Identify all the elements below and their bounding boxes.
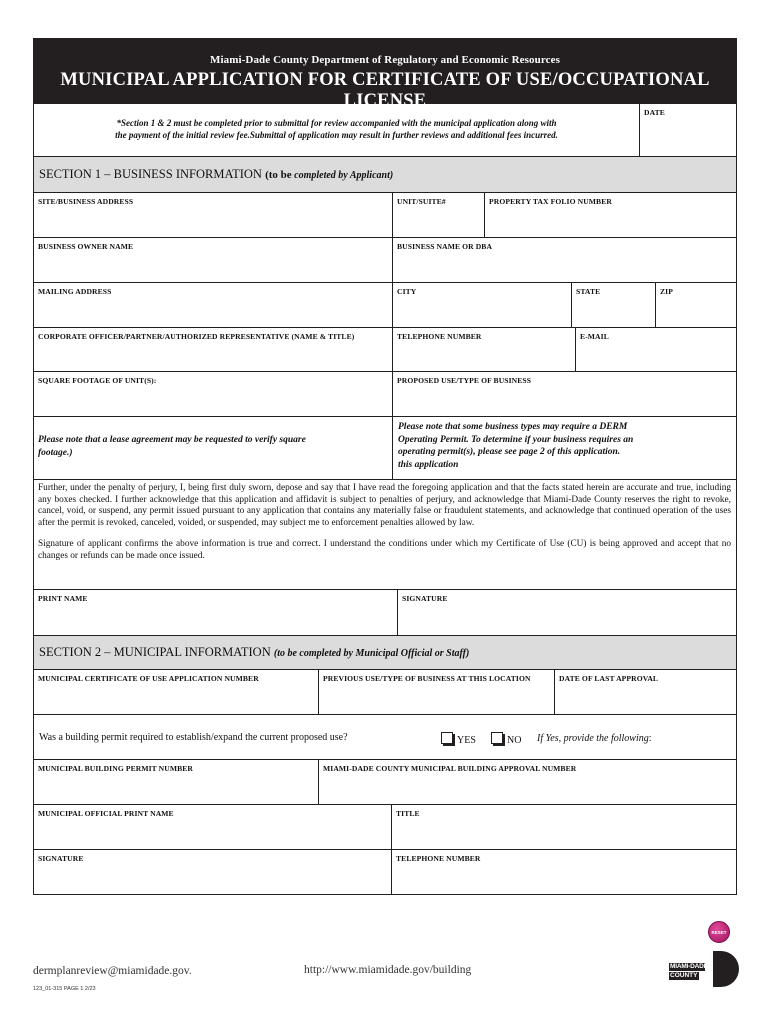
zip-label: ZIP (660, 287, 673, 296)
row-perjury (33, 480, 737, 590)
row-owner (33, 238, 737, 283)
zip-field[interactable] (655, 283, 736, 327)
email-field[interactable] (575, 328, 736, 371)
intro-note (34, 104, 639, 156)
derm-note-line-3: operating permit(s), please see page 2 of this application. (398, 447, 621, 457)
owner-name-field[interactable] (34, 238, 392, 282)
intro-row (33, 104, 737, 157)
site-address-field[interactable] (34, 193, 392, 237)
department-name: Miami-Dade County Department of Regulatory and Economic Resources (209, 54, 560, 66)
row-mailing (33, 283, 737, 328)
unit-suite-field[interactable] (392, 193, 484, 237)
if-yes-colon: : (648, 733, 652, 744)
previous-use-field[interactable] (318, 670, 554, 714)
corporate-officer-label: CORPORATE OFFICER/PARTNER/AUTHORIZED REPRESENTATIVE (NAME & TITLE) (38, 332, 355, 341)
row-cu-number (33, 670, 737, 715)
if-yes-text: If Yes, provide the following (537, 733, 649, 744)
mailing-address-label: MAILING ADDRESS (38, 287, 112, 296)
footer-url[interactable]: http://www.miamidade.gov/building (304, 964, 472, 976)
date-last-approval-field[interactable] (554, 670, 736, 714)
row-square-footage (33, 372, 737, 417)
cu-application-number-field[interactable] (34, 670, 318, 714)
derm-note-line-4: this application (398, 459, 459, 470)
row-permit-numbers (33, 760, 737, 805)
mailing-address-field[interactable] (34, 283, 392, 327)
perjury-statement: Further, under the penalty of perjury, I, being first duly sworn, depose and say that I have read the foregoing application and that the facts stated herein are accurate and true, including any boxes checked. I further acknowledge that this application and affidavit is subject to penalties of perjury, and acknowledge that Miami-Dade County reserves the right to revoke, cancel, void, or suspend, any permit issued pursuant to any application that contains any materially false or fraudulent statements, and acknowledge that continued operation of the uses after the permit is revoked, canceled, voided, or suspended, may subject me to enforcement penalties allowed by law. (38, 483, 731, 528)
square-footage-field[interactable] (34, 372, 392, 416)
row-official (33, 805, 737, 850)
corporate-officer-field[interactable] (34, 328, 392, 371)
owner-name-label: BUSINESS OWNER NAME (38, 242, 134, 251)
row-official-signature (33, 850, 737, 895)
derm-note-line-1: Please note that some business types may require a DERM (398, 422, 628, 432)
derm-note-line-2: Operating Permit. To determine if your business requires an (398, 434, 634, 445)
folio-field[interactable] (484, 193, 736, 237)
official-print-name-label: MUNICIPAL OFFICIAL PRINT NAME (38, 809, 174, 818)
business-name-field[interactable] (392, 238, 736, 282)
lease-note-line-2: footage.) (38, 447, 73, 458)
form-header (33, 38, 737, 111)
section-2-bar (33, 636, 737, 670)
telephone-label: TELEPHONE NUMBER (397, 332, 482, 341)
official-print-name-field[interactable] (34, 805, 391, 849)
building-permit-number-field[interactable] (34, 760, 318, 804)
city-label: CITY (397, 287, 417, 296)
state-label: STATE (576, 287, 601, 296)
form-title: MUNICIPAL APPLICATION FOR CERTIFICATE OF USE/OCCUPATIONAL LICENSE (60, 70, 710, 111)
site-address-label: SITE/BUSINESS ADDRESS (38, 197, 134, 206)
telephone-field[interactable] (392, 328, 575, 371)
no-checkbox[interactable] (491, 732, 503, 744)
official-telephone-field[interactable] (391, 850, 736, 894)
print-name-field[interactable] (34, 590, 397, 635)
section-2-title-wrap (39, 645, 469, 660)
section-1-title-wrap (39, 167, 393, 182)
row-permit-question (33, 715, 737, 760)
yes-checkbox[interactable] (441, 732, 453, 744)
intro-line-2: the payment of the initial review fee.Submittal of application may result in further reviews and additional fees incurred. (115, 130, 558, 140)
state-field[interactable] (571, 283, 655, 327)
date-label: DATE (644, 108, 665, 117)
derm-note (392, 417, 736, 479)
print-name-label: PRINT NAME (38, 594, 88, 603)
yes-label: YES (457, 735, 476, 746)
date-last-approval-label: DATE OF LAST APPROVAL (559, 674, 659, 683)
yes-option[interactable] (441, 732, 476, 746)
section-1-bar (33, 157, 737, 193)
section-1-title: SECTION 1 – BUSINESS INFORMATION (39, 167, 262, 181)
official-telephone-label: TELEPHONE NUMBER (396, 854, 481, 863)
official-signature-label: SIGNATURE (38, 854, 84, 863)
permit-question: Was a building permit required to establish/expand the current proposed use? (39, 732, 348, 743)
email-label: E-MAIL (580, 332, 609, 341)
square-footage-label: SQUARE FOOTAGE OF UNIT(S): (38, 376, 157, 385)
row-officer (33, 328, 737, 372)
cu-application-number-label: MUNICIPAL CERTIFICATE OF USE APPLICATION NUMBER (38, 674, 259, 683)
intro-line-1: *Section 1 & 2 must be completed prior to submittal for review accompanied with the municipal application along with (116, 118, 557, 128)
footer-email[interactable]: dermplanreview@miamidade.gov. (33, 965, 192, 977)
row-notes (33, 417, 737, 480)
date-field[interactable] (639, 104, 736, 156)
form-code: 123_01-315 PAGE 1 2/23 (33, 986, 96, 992)
application-form (33, 38, 737, 863)
logo-text-top: MIAMI-DADE (670, 963, 708, 970)
official-title-label: TITLE (396, 809, 420, 818)
city-field[interactable] (392, 283, 571, 327)
proposed-use-label: PROPOSED USE/TYPE OF BUSINESS (397, 376, 532, 385)
if-yes-note (537, 733, 652, 744)
row-site-address (33, 193, 737, 238)
section-2-subtitle: (to be completed by Municipal Official or Staff) (273, 648, 470, 659)
official-title-field[interactable] (391, 805, 736, 849)
miami-dade-logo (669, 950, 739, 988)
section-1-subtitle-a: (to be (265, 169, 292, 181)
no-option[interactable] (491, 732, 521, 746)
lease-note-line-1: Please note that a lease agreement may be requested to verify square (38, 435, 306, 445)
unit-suite-label: UNIT/SUITE# (397, 197, 446, 206)
signature-statement: Signature of applicant confirms the above information is true and correct. I understand the conditions under which my Certificate of Use (CU) is being approved and accept that no changes or refunds can be made once issued. (38, 539, 731, 561)
section-2-title: SECTION 2 – MUNICIPAL INFORMATION (39, 645, 271, 659)
county-approval-number-field[interactable] (318, 760, 736, 804)
row-print-signature (33, 590, 737, 636)
reset-button[interactable]: RESET (708, 921, 730, 943)
folio-label: PROPERTY TAX FOLIO NUMBER (489, 197, 612, 206)
proposed-use-field[interactable] (392, 372, 736, 416)
official-signature-field[interactable] (34, 850, 391, 894)
previous-use-label: PREVIOUS USE/TYPE OF BUSINESS AT THIS LOCATION (323, 674, 531, 683)
applicant-signature-label: SIGNATURE (402, 594, 448, 603)
applicant-signature-field[interactable] (397, 590, 736, 635)
business-name-label: BUSINESS NAME OR DBA (397, 242, 493, 251)
building-permit-number-label: MUNICIPAL BUILDING PERMIT NUMBER (38, 764, 194, 773)
section-1-subtitle-b: completed by Applicant) (294, 170, 394, 181)
logo-text-bottom: COUNTY (670, 972, 698, 979)
no-label: NO (507, 735, 522, 746)
county-approval-number-label: MIAMI-DADE COUNTY MUNICIPAL BUILDING APPROVAL NUMBER (323, 764, 577, 773)
lease-note (34, 417, 392, 479)
